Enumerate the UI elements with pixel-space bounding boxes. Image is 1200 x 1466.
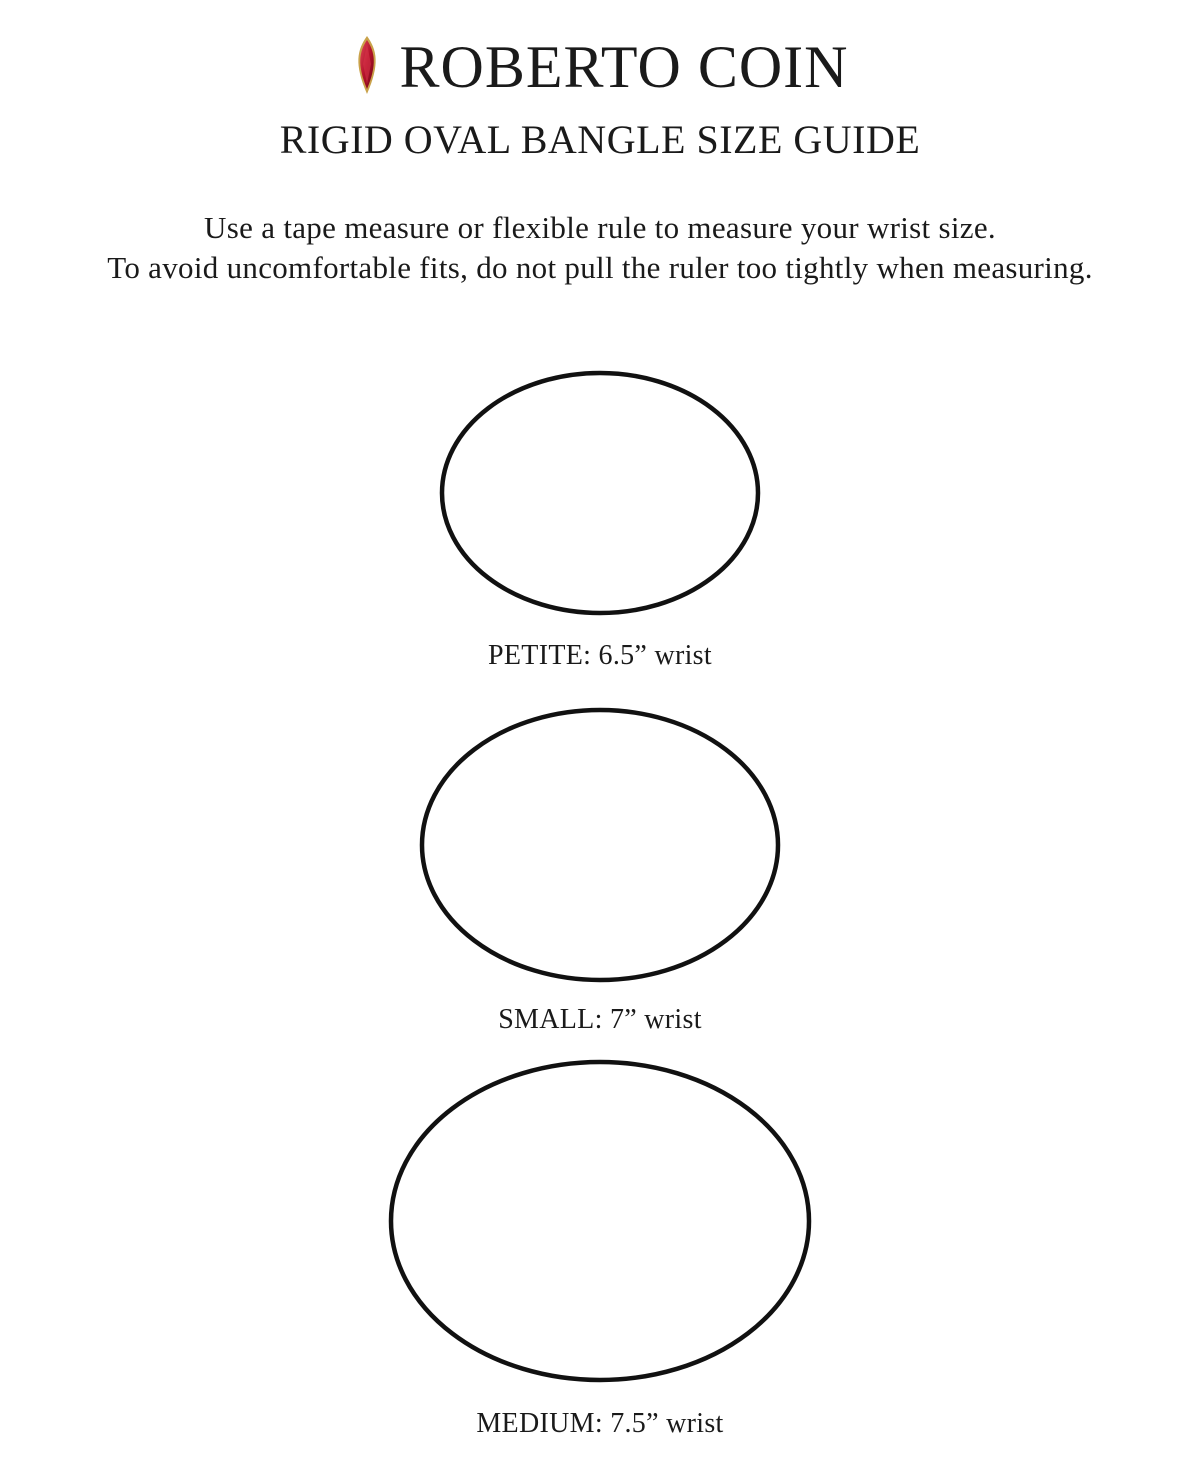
size-label-medium: MEDIUM: 7.5” wrist [476,1408,724,1439]
brand-header [0,30,1200,100]
brand-name: ROBERTO COIN [399,34,849,100]
size-label-petite: PETITE: 6.5” wrist [488,640,712,671]
instructions [0,208,1200,288]
oval-outline-icon [418,705,782,985]
size-label-small: SMALL: 7” wrist [498,1004,702,1035]
instruction-line: Use a tape measure or flexible rule to measure your wrist size. [204,210,996,245]
page-title: RIGID OVAL BANGLE SIZE GUIDE [279,117,921,162]
marquise-ruby-icon [352,34,382,96]
instruction-line: To avoid uncomfortable fits, do not pull the ruler too tightly when measuring. [107,250,1093,285]
oval-outline-icon [438,368,762,618]
oval-outline-icon [386,1057,814,1385]
